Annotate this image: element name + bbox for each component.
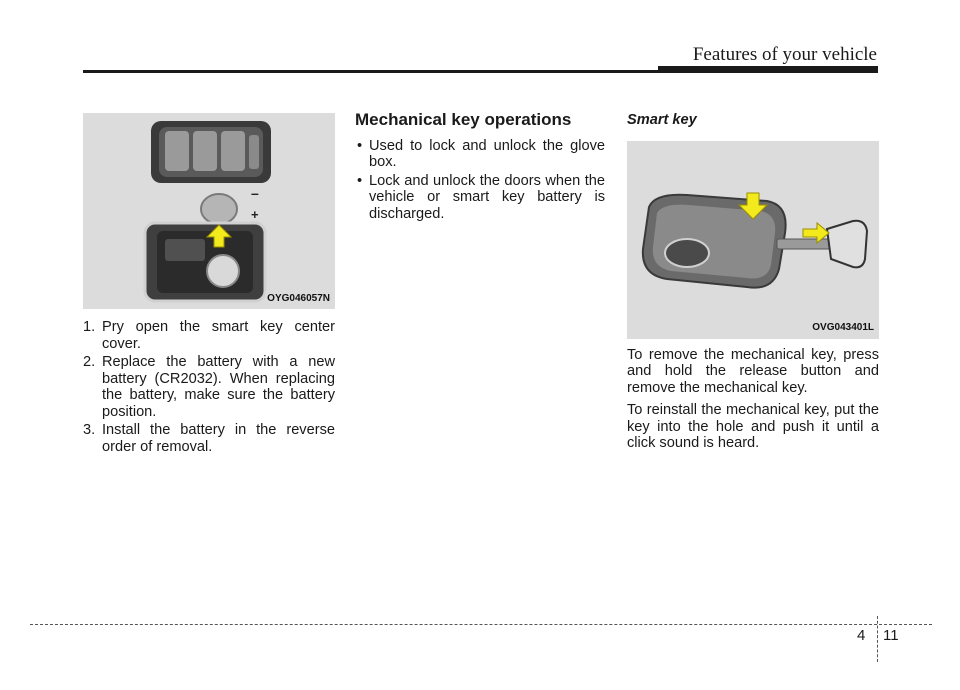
smart-key-illustration (627, 141, 879, 339)
step-item (83, 354, 335, 420)
coin-battery-icon (201, 194, 237, 224)
svg-text:–: – (251, 185, 259, 201)
step-text: Replace the battery with a new battery (CR2032). When replacing the battery, make sure the battery position. (102, 354, 335, 420)
battery-replacement-figure (83, 113, 335, 309)
mechanical-key-shaft (777, 239, 831, 249)
step-text: Pry open the smart key center cover. (102, 319, 335, 352)
middle-column (355, 112, 605, 224)
bullet-item: • Used to lock and unlock the glove box. (355, 138, 605, 171)
section-heading: Mechanical key operations (355, 110, 572, 129)
subsection-heading: Smart key (627, 112, 697, 128)
step-text: Install the battery in the reverse order of removal. (102, 422, 335, 455)
page-header-title: Features of your vehicle (692, 44, 877, 65)
page-number: 11 (883, 627, 899, 644)
right-column (627, 112, 879, 452)
svg-text:+: + (251, 207, 259, 222)
trunk-button-icon (221, 131, 245, 171)
figure-caption: OYG046057N (265, 291, 332, 308)
unlock-button-icon (193, 131, 217, 171)
footer-divider (877, 616, 878, 662)
step-number: 2. (83, 354, 96, 370)
step-item (83, 422, 335, 455)
battery-slot-icon (207, 255, 239, 287)
step-number: 1. (83, 319, 96, 335)
figure-caption: OVG043401L (810, 320, 876, 337)
step-number: 3. (83, 422, 96, 438)
smart-key-open-illustration (83, 113, 335, 309)
bullet-item: • Lock and unlock the doors when the vehicle or smart key battery is discharged. (355, 173, 605, 223)
mechanical-key-head (827, 220, 867, 267)
removal-instructions: To remove the mechanical key, press and hold the release button and remove the mechanical key. (627, 346, 879, 396)
mechanical-key-bullets (355, 138, 605, 223)
chapter-number: 4 (857, 627, 866, 644)
lock-button-icon (165, 131, 189, 171)
reinstall-instructions: To reinstall the mechanical key, put the key into the hole and push it until a click sound is heard. (627, 402, 879, 451)
step-item (83, 319, 335, 352)
battery-steps-list (83, 319, 335, 455)
footer-rule (30, 624, 932, 625)
header-rule-accent (658, 66, 878, 72)
mechanical-key-figure (627, 141, 879, 339)
brand-logo-icon (665, 239, 709, 267)
left-column (83, 113, 335, 457)
